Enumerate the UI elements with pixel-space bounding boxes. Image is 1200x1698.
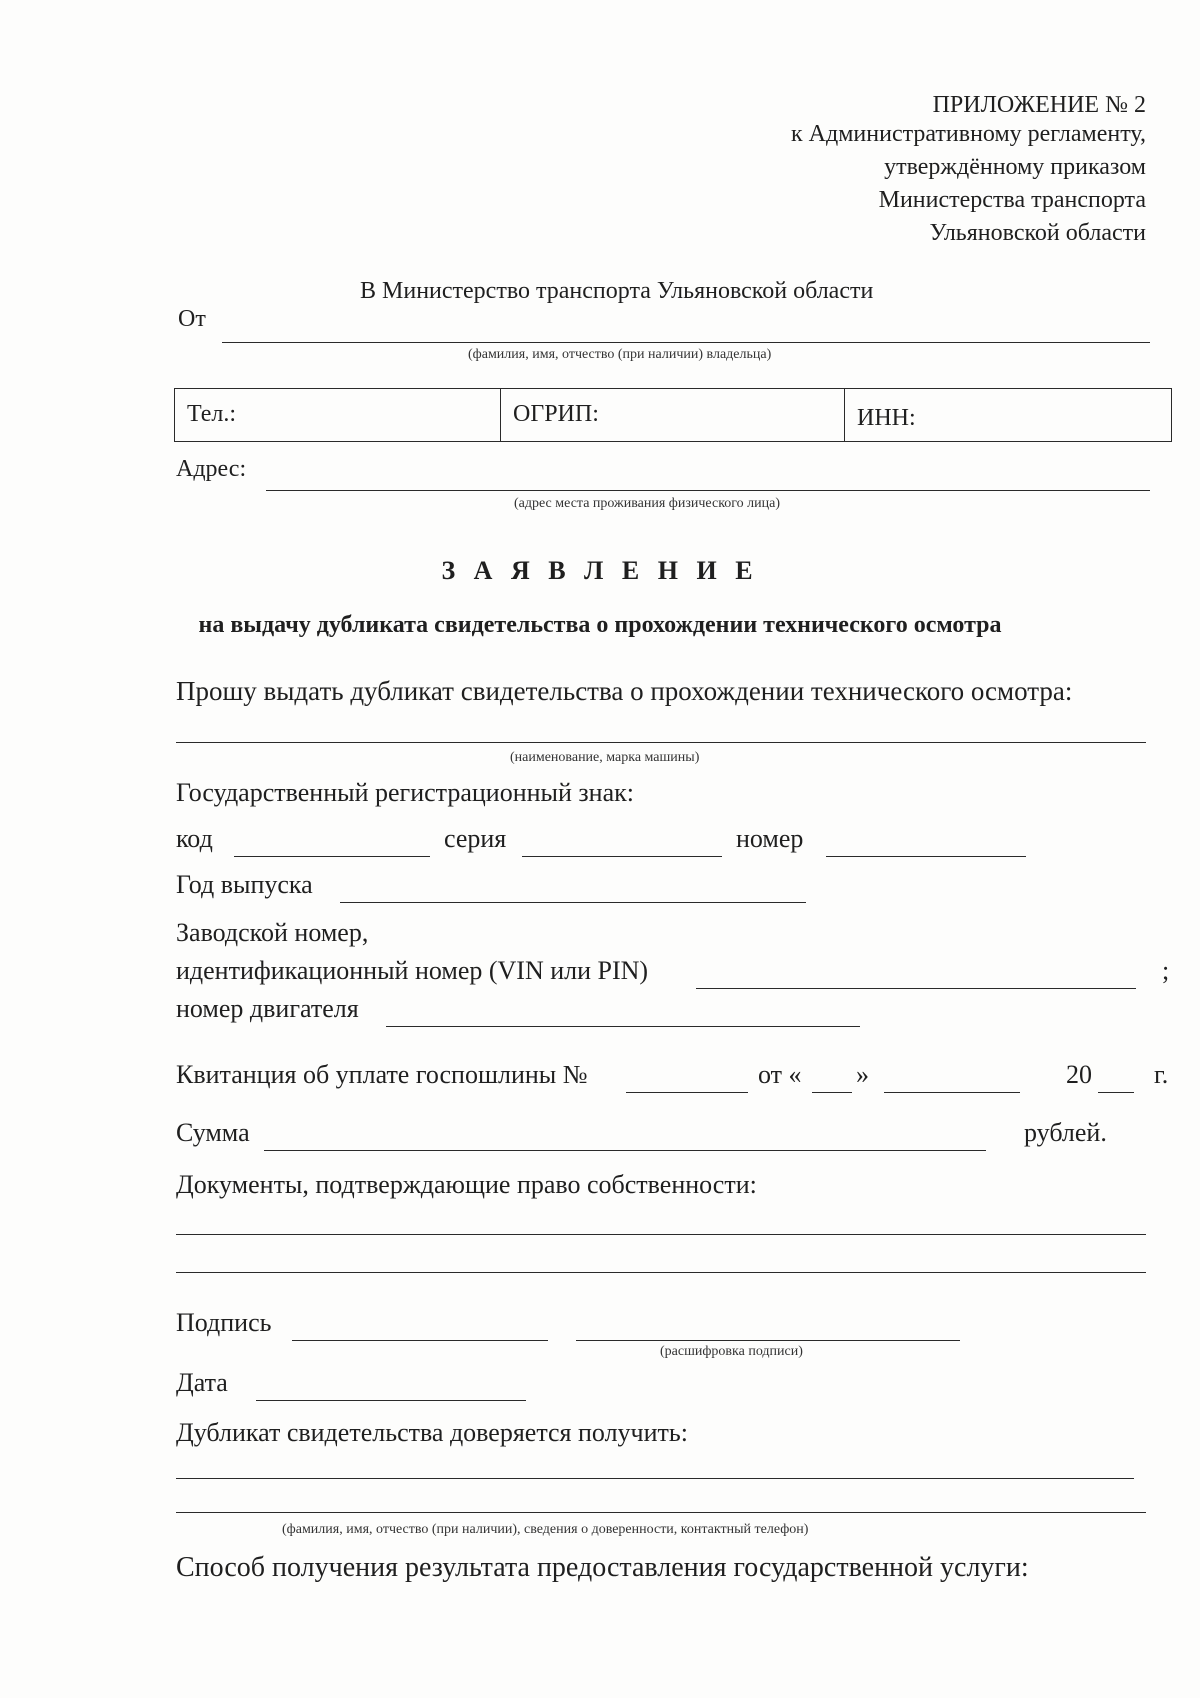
phone-label: Тел.: bbox=[187, 401, 237, 427]
from-field[interactable] bbox=[222, 342, 1150, 343]
ownership-docs-field-2[interactable] bbox=[176, 1272, 1146, 1273]
address-label: Адрес: bbox=[176, 456, 247, 482]
address-field[interactable] bbox=[266, 490, 1150, 491]
contacts-table bbox=[174, 388, 1172, 442]
ownership-docs-label: Документы, подтверждающие право собственности: bbox=[176, 1170, 757, 1199]
receipt-label: Квитанция об уплате госпошлины № bbox=[176, 1060, 588, 1089]
date-field[interactable] bbox=[256, 1400, 526, 1401]
ownership-docs-field-1[interactable] bbox=[176, 1234, 1146, 1235]
document-title: З А Я В Л Е Н И Е bbox=[441, 556, 759, 585]
engine-field[interactable] bbox=[386, 1026, 860, 1027]
date-label: Дата bbox=[176, 1368, 228, 1397]
signature-caption: (расшифровка подписи) bbox=[660, 1344, 803, 1359]
trustee-field-2[interactable] bbox=[176, 1512, 1146, 1513]
vin-suffix: ; bbox=[1162, 956, 1170, 985]
from-caption: (фамилия, имя, отчество (при наличии) владельца) bbox=[468, 347, 772, 362]
appendix-number: ПРИЛОЖЕНИЕ № 2 bbox=[932, 92, 1146, 118]
ogrip-cell[interactable] bbox=[501, 389, 845, 441]
signature-label: Подпись bbox=[176, 1308, 272, 1337]
document-subtitle: на выдачу дубликата свидетельства о прохождении технического осмотра bbox=[198, 612, 1002, 638]
addressee: В Министерство транспорта Ульяновской области bbox=[360, 278, 874, 304]
inn-label: ИНН: bbox=[857, 405, 916, 431]
from-label: От bbox=[178, 306, 206, 332]
inn-cell[interactable] bbox=[845, 389, 1171, 441]
sum-label: Сумма bbox=[176, 1118, 250, 1147]
factory-number-label: Заводской номер, bbox=[176, 918, 369, 947]
vin-label: идентификационный номер (VIN или PIN) bbox=[176, 956, 649, 985]
number-label: номер bbox=[736, 824, 804, 853]
phone-cell[interactable] bbox=[175, 389, 501, 441]
ogrip-label: ОГРИП: bbox=[513, 401, 599, 427]
sum-currency: рублей. bbox=[1024, 1118, 1107, 1147]
trustee-field-1[interactable] bbox=[176, 1478, 1134, 1479]
regulation-line: утверждённому приказом bbox=[884, 154, 1146, 180]
number-field[interactable] bbox=[826, 856, 1026, 857]
address-caption: (адрес места проживания физического лица) bbox=[514, 496, 781, 511]
series-label: серия bbox=[444, 824, 507, 853]
series-field[interactable] bbox=[522, 856, 722, 857]
regulation-reference bbox=[791, 118, 1146, 250]
year-label: Год выпуска bbox=[176, 870, 313, 899]
receipt-year-suffix: г. bbox=[1154, 1060, 1169, 1089]
trustee-label: Дубликат свидетельства доверяется получить: bbox=[176, 1418, 688, 1447]
code-label: код bbox=[176, 824, 213, 853]
trustee-caption: (фамилия, имя, отчество (при наличии), сведения о доверенности, контактный телефон) bbox=[282, 1522, 809, 1537]
receipt-year-prefix: 20 bbox=[1066, 1060, 1092, 1089]
code-field[interactable] bbox=[234, 856, 430, 857]
receipt-quote-close: » bbox=[856, 1060, 869, 1089]
regulation-line: Ульяновской области bbox=[929, 220, 1146, 246]
receipt-year-field[interactable] bbox=[1098, 1092, 1134, 1093]
vehicle-caption: (наименование, марка машины) bbox=[510, 750, 700, 765]
year-field[interactable] bbox=[340, 902, 806, 903]
regulation-line: Министерства транспорта bbox=[878, 187, 1146, 213]
vin-field[interactable] bbox=[696, 988, 1136, 989]
signature-decoding-field[interactable] bbox=[576, 1340, 960, 1341]
receipt-month-field[interactable] bbox=[884, 1092, 1020, 1093]
signature-field[interactable] bbox=[292, 1340, 548, 1341]
engine-label: номер двигателя bbox=[176, 994, 359, 1023]
receipt-day-field[interactable] bbox=[812, 1092, 852, 1093]
reg-sign-label: Государственный регистрационный знак: bbox=[176, 778, 634, 807]
delivery-method-label: Способ получения результата предоставления государственной услуги: bbox=[176, 1552, 1029, 1583]
receipt-number-field[interactable] bbox=[626, 1092, 748, 1093]
regulation-line: к Административному регламенту, bbox=[791, 121, 1146, 147]
request-text: Прошу выдать дубликат свидетельства о прохождении технического осмотра: bbox=[176, 676, 1073, 706]
receipt-from-label: от « bbox=[758, 1060, 802, 1089]
sum-field[interactable] bbox=[264, 1150, 986, 1151]
vehicle-name-field[interactable] bbox=[176, 742, 1146, 743]
